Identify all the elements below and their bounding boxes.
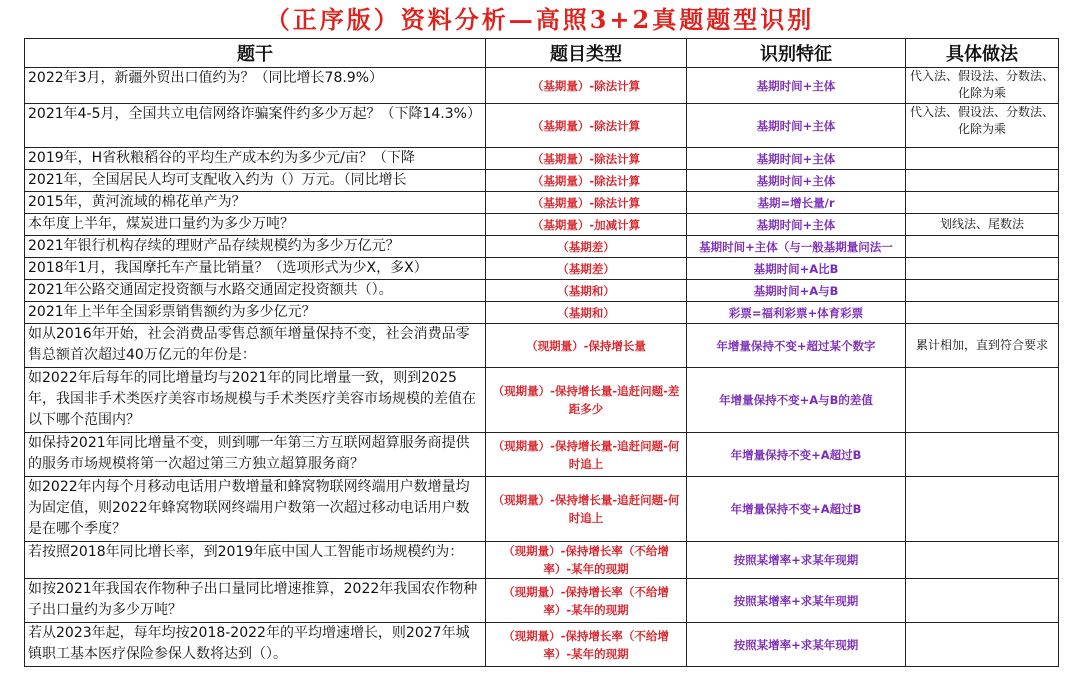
question-text: 若按照2018年同比增长率，到2019年底中国人工智能市场规模约为： [28, 544, 464, 560]
question-cell [25, 148, 486, 170]
table-row [25, 68, 1059, 104]
type-cell: （现期量）-保持增长率（不给增率）-某年的现期 [486, 579, 687, 623]
method-cell [906, 170, 1059, 192]
table-row [25, 368, 1059, 433]
question-text: 2019年，H省秋粮稻谷的平均生产成本约为多少元/亩？（下降 [28, 150, 415, 166]
method-cell [906, 623, 1059, 667]
table-row [25, 214, 1059, 236]
question-text: 2021年，全国居民人均可支配收入约为（）万元。（同比增长 [28, 172, 407, 188]
question-cell [25, 258, 486, 280]
method-cell [906, 302, 1059, 324]
method-cell [906, 236, 1059, 258]
method-cell [906, 542, 1059, 579]
table-row [25, 104, 1059, 148]
type-cell: （现期量）-保持增长量-追赶问题-何时追上 [486, 477, 687, 542]
method-cell: 代入法、假设法、分数法、化除为乘 [906, 104, 1059, 148]
feature-cell: 年增量保持不变+A超过B [687, 477, 906, 542]
type-cell: （基期量）-除法计算 [486, 170, 687, 192]
table-header-row [25, 39, 1059, 68]
type-cell: （现期量）-保持增长率（不给增率）-某年的现期 [486, 542, 687, 579]
question-text: 2021年公路交通固定投资额与水路交通固定投资额共（）。 [28, 282, 393, 298]
table-row [25, 477, 1059, 542]
method-cell [906, 258, 1059, 280]
type-cell: （现期量）-保持增长量-追赶问题-差距多少 [486, 368, 687, 433]
question-text: 2015年，黄河流域的棉花单产为？ [28, 194, 246, 210]
feature-cell [687, 236, 906, 258]
question-cell: 如按2021年我国农作物种子出口量同比增速推算，2022年我国农作物种子出口量约为多少万吨？ [25, 579, 486, 623]
page-title: （正序版）资料分析—高照3+2真题题型识别 [265, 5, 815, 34]
type-cell: （现期量）-保持增长量 [486, 324, 687, 368]
type-cell: （基期量）-除法计算 [486, 104, 687, 148]
question-cell: 如从2016年开始，社会消费品零售总额年增量保持不变，社会消费品零售总额首次超过40万亿元的年份是： [25, 324, 486, 368]
feature-cell: 基期=增长量/r [687, 192, 906, 214]
feature-cell: 年增量保持不变+A与B的差值 [687, 368, 906, 433]
method-cell: 累计相加，直到符合要求 [906, 324, 1059, 368]
method-cell [906, 477, 1059, 542]
question-text: 2021年上半年全国彩票销售额约为多少亿元？ [28, 304, 316, 320]
type-cell: （基期和） [486, 302, 687, 324]
type-cell: （基期差） [486, 236, 687, 258]
method-cell: 代入法、假设法、分数法、化除为乘 [906, 68, 1059, 104]
type-cell: （现期量）-保持增长率（不给增率）-某年的现期 [486, 623, 687, 667]
question-text: 2021年银行机构存续的理财产品存续规模约为多少万亿元？ [28, 238, 400, 254]
method-cell [906, 368, 1059, 433]
table-row [25, 236, 1059, 258]
feature-cell: 基期时间+主体 [687, 170, 906, 192]
question-cell: 如2022年后每年的同比增量均与2021年的同比增量一致，则到2025年，我国非手术类医疗美容市场规模与手术类医疗美容市场规模的差值在以下哪个范围内？ [25, 368, 486, 433]
feature-cell: 基期时间+主体 [687, 68, 906, 104]
method-cell [906, 192, 1059, 214]
question-text: 本年度上半年，煤炭进口量约为多少万吨？ [28, 216, 294, 232]
method-cell: 划线法、尾数法 [906, 214, 1059, 236]
type-cell: （基期量）-加减计算 [486, 214, 687, 236]
type-cell: （基期量）-除法计算 [486, 192, 687, 214]
feature-cell: 按照某增率+求某年现期 [687, 623, 906, 667]
table-row [25, 542, 1059, 579]
feature-cell: 按照某增率+求某年现期 [687, 542, 906, 579]
table-row [25, 192, 1059, 214]
method-cell [906, 280, 1059, 302]
question-cell [25, 214, 486, 236]
question-cell: 若从2023年起，每年均按2018-2022年的平均增速增长，则2027年城镇职工基本医疗保险参保人数将达到（）。 [25, 623, 486, 667]
question-cell: 如2022年内每个月移动电话用户数增量和蜂窝物联网终端用户数增量均为固定值，则2022年蜂窝物联网终端用户数第一次超过移动电话用户数是在哪个季度？ [25, 477, 486, 542]
method-cell [906, 579, 1059, 623]
table-row [25, 258, 1059, 280]
question-cell: 2021年4-5月，全国共立电信网络诈骗案件约多少万起？（下降14.3%） [25, 104, 486, 148]
feature-text: 基期时间+主体（与一般基期量问法一 [699, 239, 893, 254]
method-cell [906, 433, 1059, 477]
question-cell: 2022年3月，新疆外贸出口值约为？（同比增长78.9%） [25, 68, 486, 104]
table-row [25, 280, 1059, 302]
header-method: 具体做法 [906, 39, 1059, 68]
feature-cell: 基期时间+主体 [687, 214, 906, 236]
feature-cell: 年增量保持不变+A超过B [687, 433, 906, 477]
feature-cell: 彩票=福利彩票+体育彩票 [687, 302, 906, 324]
question-cell [25, 302, 486, 324]
question-cell [25, 280, 486, 302]
table-row [25, 148, 1059, 170]
question-cell [25, 170, 486, 192]
table-row [25, 324, 1059, 368]
type-cell: （基期量）-除法计算 [486, 68, 687, 104]
header-type: 题目类型 [486, 39, 687, 68]
question-cell: 如保持2021年同比增量不变，则到哪一年第三方互联网超算服务商提供的服务市场规模将第一次超过第三方独立超算服务商？ [25, 433, 486, 477]
feature-cell: 基期时间+主体 [687, 104, 906, 148]
feature-cell: 基期时间+A与B [687, 280, 906, 302]
table-row [25, 302, 1059, 324]
type-cell: （基期和） [486, 280, 687, 302]
method-cell [906, 148, 1059, 170]
header-feature: 识别特征 [687, 39, 906, 68]
feature-cell: 基期时间+主体 [687, 148, 906, 170]
header-question: 题干 [25, 39, 486, 68]
feature-cell: 按照某增率+求某年现期 [687, 579, 906, 623]
question-cell [25, 542, 486, 579]
table-row [25, 623, 1059, 667]
type-cell: （现期量）-保持增长量-追赶问题-何时追上 [486, 433, 687, 477]
table-row [25, 170, 1059, 192]
question-cell [25, 192, 486, 214]
feature-cell: 年增量保持不变+超过某个数字 [687, 324, 906, 368]
type-cell: （基期差） [486, 258, 687, 280]
question-cell [25, 236, 486, 258]
feature-cell: 基期时间+A比B [687, 258, 906, 280]
question-type-table [24, 38, 1059, 667]
question-text: 2018年1月，我国摩托车产量比销量？（选项形式为少X，多X） [28, 260, 428, 276]
table-row [25, 579, 1059, 623]
type-cell: （基期量）-除法计算 [486, 148, 687, 170]
table-row [25, 433, 1059, 477]
